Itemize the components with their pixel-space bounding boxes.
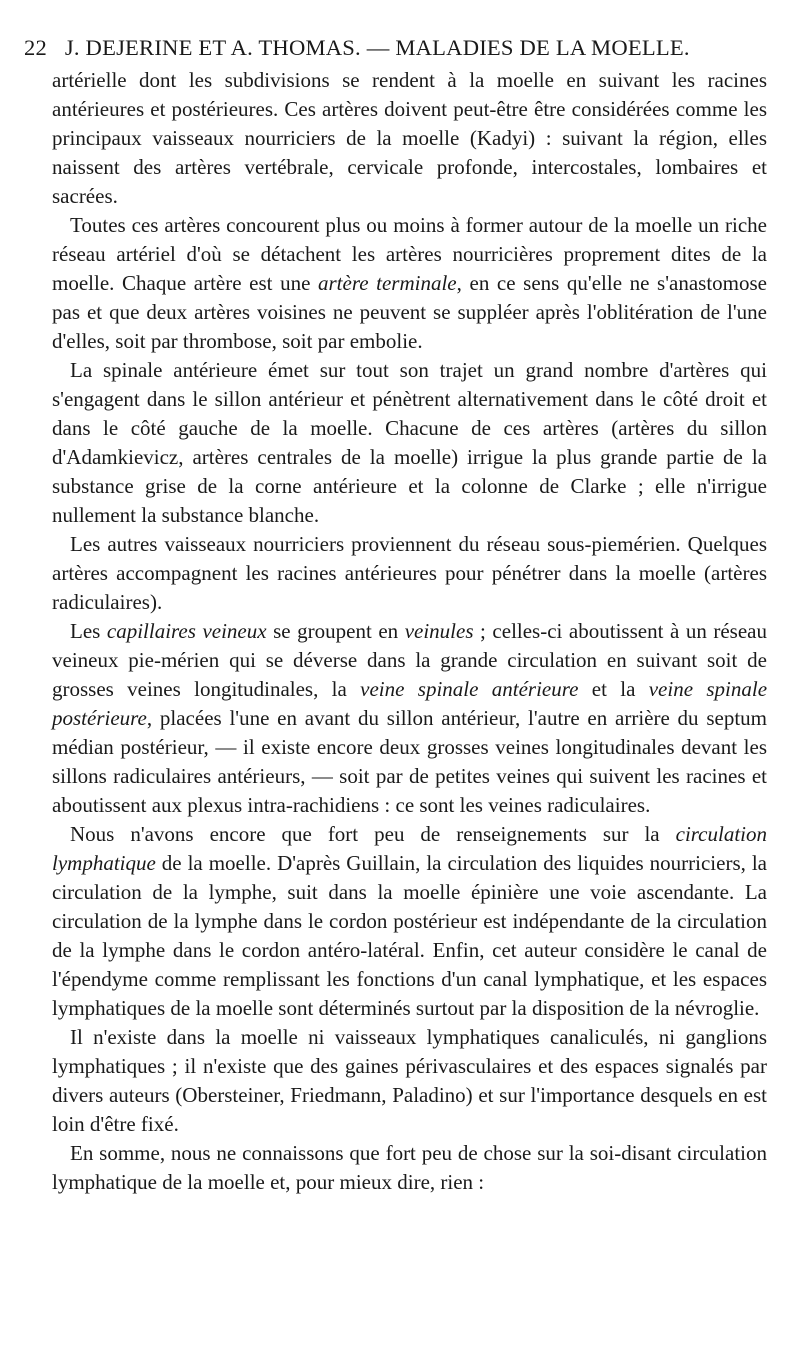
italic-term: artère terminale [318, 271, 457, 295]
paragraph-p2 [52, 211, 767, 356]
text-run: En somme, nous ne connaissons que fort peu de chose sur la soi-disant circulation lymphatique de la moelle et, pour mieux dire, rien : [52, 1141, 767, 1194]
italic-term: veine spinale antérieure [360, 677, 579, 701]
text-run: se groupent en [266, 619, 405, 643]
italic-term: veine spinale postérieure [52, 677, 768, 730]
text-run: artérielle dont les subdivisions se rendent à la moelle en suivant les racines antérieures et postérieures. Ces artères doivent peut-être être considérées comme les principaux vaisseaux nourriciers de la moelle (Kadyi) : suivant la région, elles naissent des artères vertébrale, cervicale profonde, intercostales, lombaires et sacrées. [52, 68, 767, 208]
text-run: Nous n'avons encore que fort peu de renseignements sur la [70, 822, 676, 846]
text-run: et la [578, 677, 649, 701]
text-run: Les [70, 619, 107, 643]
text-run: de la moelle. D'après Guillain, la circulation des liquides nourriciers, la circulation de la lymphe, suit dans la moelle épinière une voie ascendante. La circulation de la lymphe dans le cordon postérieur est indépendante de la circulation de la lymphe dans le cordon antéro-latéral. Enfin, cet auteur considère le canal de l'épendyme comme remplissant les fonctions d'un canal lymphatique, et les espaces lymphatiques de la moelle sont déterminés surtout par la disposition de la névroglie. [52, 851, 767, 1020]
page-number: 22 [24, 35, 47, 60]
italic-term: capillaires veineux [106, 619, 267, 643]
paragraph-p3 [52, 356, 767, 530]
italic-term: circulation lymphatique [52, 822, 767, 875]
text-run: Toutes ces artères concourent plus ou moins à former autour de la moelle un riche réseau artériel d'où se détachent les artères nourricières proprement dites de la moelle. Chaque artère est une [52, 213, 767, 295]
running-title: J. DEJERINE ET A. THOMAS. — MALADIES DE LA MOELLE. [64, 35, 690, 60]
text-run: Les autres vaisseaux nourriciers proviennent du réseau sous-piemérien. Quelques artères accompagnent les racines antérieures pour pénétrer dans la moelle (artères radiculaires). [52, 532, 767, 614]
text-run: Il n'existe dans la moelle ni vaisseaux lymphatiques canaliculés, ni ganglions lymphatiques ; il n'existe que des gaines périvasculaires et des espaces signalés par divers auteurs (Obersteiner, Friedmann, Paladino) et sur l'importance desquels en est loin d'être fixé. [52, 1025, 767, 1136]
paragraph-p6 [52, 820, 767, 1023]
running-head [24, 34, 774, 62]
text-run: , placées l'une en avant du sillon antérieur, l'autre en arrière du septum médian postérieur, — il existe encore deux grosses veines longitudinales devant les sillons radiculaires antérieurs, — soit par de petites veines qui suivent les racines et aboutissent aux plexus intra-rachidiens : ce sont les veines radiculaires. [52, 706, 767, 817]
text-run: La spinale antérieure émet sur tout son trajet un grand nombre d'artères qui s'engagent dans le sillon antérieur et pénètrent alternativement dans le côté droit et dans le côté gauche de la moelle. Chacune de ces artères (artères du sillon d'Adamkievicz, artères centrales de la moelle) irrigue la plus grande partie de la substance grise de la corne antérieure et la colonne de Clarke ; elle n'irrigue nullement la substance blanche. [52, 358, 767, 527]
text-run: ; celles-ci aboutissent à un réseau veineux pie-mérien qui se déverse dans la grande circulation en suivant soit de grosses veines longitudinales, la [52, 619, 767, 701]
italic-term: veinules [404, 619, 474, 643]
paragraph-p4 [52, 530, 767, 617]
paragraph-p1 [52, 66, 767, 211]
text-run: , en ce sens qu'elle ne s'anastomose pas et que deux artères voisines ne peuvent se suppléer après l'oblitération de l'une d'elles, soit par thrombose, soit par embolie. [52, 271, 767, 353]
paragraph-p5 [52, 617, 767, 820]
paragraph-p8 [52, 1139, 767, 1197]
paragraph-p7 [52, 1023, 767, 1139]
body-text [52, 66, 767, 1197]
